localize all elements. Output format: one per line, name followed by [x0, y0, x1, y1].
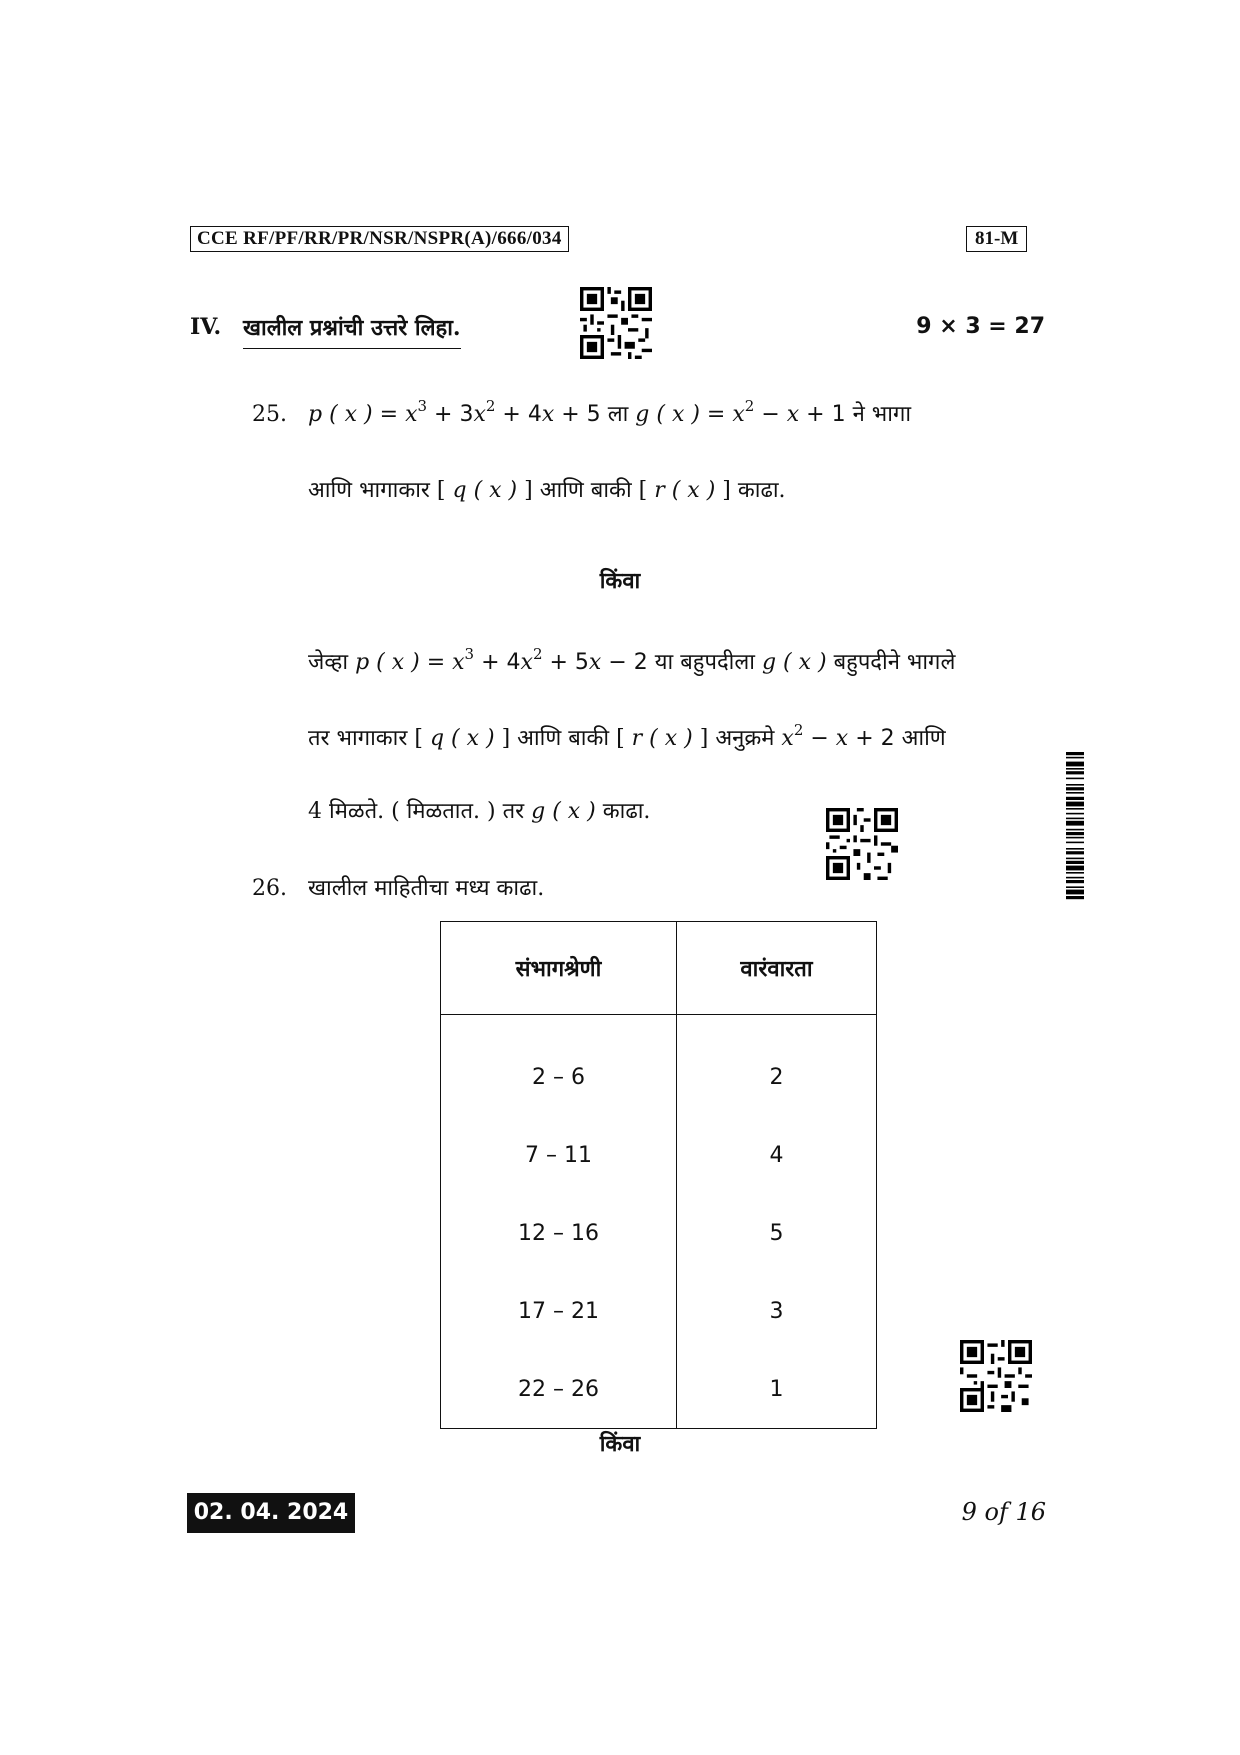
- frequency-cell: 1: [676, 1350, 876, 1429]
- frequency-table: [440, 921, 877, 1429]
- barcode-icon: [1066, 752, 1084, 1000]
- table-row: [441, 1350, 877, 1429]
- q25-number: 25.: [252, 402, 287, 427]
- table-row: [441, 1272, 877, 1350]
- class-interval-header: संभागश्रेणी: [441, 922, 677, 1015]
- class-interval-cell: 22 – 26: [441, 1350, 677, 1429]
- q26-text: खालील माहितीचा मध्य काढा.: [308, 876, 545, 901]
- class-interval-cell: 17 – 21: [441, 1272, 677, 1350]
- q25-line-2: आणि भागाकार [ q ( x ) ] आणि बाकी [ r ( x ) ] काढा.: [308, 478, 786, 503]
- frequency-header: वारंवारता: [676, 922, 876, 1015]
- qr-code-icon: [580, 287, 652, 359]
- table-row: [441, 1015, 877, 1117]
- q26-number: 26.: [252, 876, 287, 901]
- frequency-cell: 4: [676, 1116, 876, 1194]
- class-interval-cell: 7 – 11: [441, 1116, 677, 1194]
- table-row: [441, 1116, 877, 1194]
- q25-alt-line-1: जेव्हा p ( x ) = $x^3 + 4x^2 + 5x - 2$ या बहुपदीला g ( x ) बहुपदीने भागले: [308, 645, 956, 675]
- table-header-row: [441, 922, 877, 1015]
- section-title: खालील प्रश्नांची उत्तरे लिहा.: [243, 312, 461, 349]
- paper-code: CCE RF/PF/RR/PR/NSR/NSPR(A)/666/034: [190, 226, 569, 252]
- exam-date: 02. 04. 2024: [187, 1493, 355, 1533]
- table-row: [441, 1194, 877, 1272]
- or-label: किंवा: [599, 1431, 641, 1457]
- class-interval-cell: 2 – 6: [441, 1015, 677, 1117]
- subject-code: 81-M: [966, 226, 1027, 252]
- section-number: IV.: [190, 314, 222, 340]
- frequency-cell: 3: [676, 1272, 876, 1350]
- q25-alt-line-2: तर भागाकार [ q ( x ) ] आणि बाकी [ r ( x ) ] अनुक्रमे $x^2 - x + 2$ आणि: [308, 721, 946, 751]
- q25-alt-line-3: 4 मिळते. ( मिळतात. ) तर g ( x ) काढा.: [308, 799, 651, 824]
- frequency-cell: 2: [676, 1015, 876, 1117]
- qr-code-icon: [960, 1340, 1032, 1412]
- class-interval-cell: 12 – 16: [441, 1194, 677, 1272]
- frequency-cell: 5: [676, 1194, 876, 1272]
- or-label: किंवा: [599, 568, 641, 594]
- section-marks: 9 × 3 = 27: [916, 314, 1045, 339]
- qr-code-icon: [826, 808, 898, 880]
- q25-line-1: p ( x ) = $x^3 + 3x^2 + 4x + 5$ ला g ( x ) = $x^2 - x + 1$ ने भागा: [308, 397, 912, 427]
- page-number: 9 of 16: [961, 1498, 1046, 1526]
